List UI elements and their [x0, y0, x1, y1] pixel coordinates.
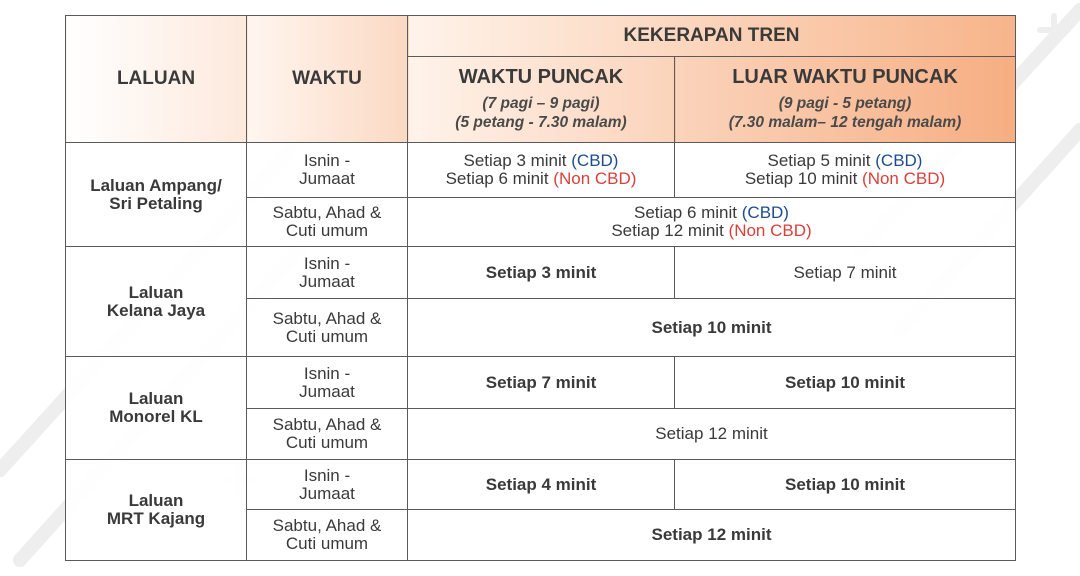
ampang-weekend-frequency	[408, 198, 1016, 247]
cbd-tag: (CBD)	[741, 203, 789, 222]
time-weekend	[247, 299, 408, 357]
route-ampang	[66, 143, 247, 247]
time-line: Isnin -	[303, 151, 351, 170]
non-cbd-tag: (Non CBD)	[862, 169, 946, 188]
header-peak	[408, 57, 675, 143]
frequency-line: Setiap 12 minit (Non CBD)	[611, 221, 812, 240]
time-line: Sabtu, Ahad &	[272, 415, 382, 434]
time-line: Jumaat	[299, 169, 355, 188]
ampang-offpeak-frequency	[675, 143, 1016, 198]
time-line: Isnin -	[303, 465, 351, 485]
time-line: Cuti umum	[285, 326, 369, 346]
route-mrt-kajang	[66, 460, 247, 561]
route-name-line: MRT Kajang	[106, 509, 206, 528]
route-name-line: Kelana Jaya	[106, 300, 206, 320]
route-name-line: Sri Petaling	[109, 193, 203, 213]
time-weekend	[247, 198, 408, 247]
peak-title: WAKTU PUNCAK	[458, 65, 624, 88]
cbd-tag: (CBD)	[571, 151, 619, 170]
frequency-line: Setiap 6 minit (CBD)	[634, 203, 789, 222]
non-cbd-tag: (Non CBD)	[728, 221, 812, 240]
route-name-line: Laluan	[128, 282, 184, 302]
time-line: Isnin -	[303, 363, 351, 383]
mrt-weekend-frequency: Setiap 12 minit	[408, 510, 1016, 561]
time-line: Sabtu, Ahad &	[272, 516, 382, 535]
cbd-tag: (CBD)	[875, 151, 923, 170]
route-kelana-jaya	[66, 247, 247, 357]
route-name-line: Laluan Ampang/	[90, 175, 222, 195]
offpeak-range-1: (9 pagi - 5 petang)	[778, 94, 912, 112]
frequency-line: Setiap 3 minit (CBD)	[463, 151, 619, 170]
time-line: Cuti umum	[285, 534, 369, 553]
route-monorel-kl	[66, 357, 247, 460]
route-name-line: Laluan	[128, 491, 184, 510]
kelana-weekend-frequency: Setiap 10 minit	[408, 299, 1016, 357]
route-name-line: Laluan	[128, 389, 184, 408]
kelana-offpeak-frequency: Setiap 7 minit	[675, 247, 1016, 299]
peak-range-2: (5 petang - 7.30 malam)	[455, 113, 627, 131]
time-line: Cuti umum	[285, 433, 369, 452]
ampang-peak-frequency	[408, 143, 675, 198]
time-line: Sabtu, Ahad &	[272, 308, 382, 328]
header-route: LALUAN	[66, 16, 247, 143]
train-frequency-table	[65, 15, 1016, 561]
monorel-offpeak-frequency: Setiap 10 minit	[675, 357, 1016, 409]
time-line: Cuti umum	[285, 221, 369, 240]
route-name-line: Monorel KL	[109, 407, 203, 426]
time-weekend	[247, 409, 408, 460]
mrt-peak-frequency: Setiap 4 minit	[408, 460, 675, 510]
time-line: Jumaat	[299, 271, 355, 291]
offpeak-range-2: (7.30 malam– 12 tengah malam)	[728, 113, 962, 131]
mrt-offpeak-frequency: Setiap 10 minit	[675, 460, 1016, 510]
time-weekday	[247, 357, 408, 409]
time-line: Sabtu, Ahad &	[272, 203, 382, 222]
time-weekday	[247, 247, 408, 299]
header-time: WAKTU	[247, 16, 408, 143]
peak-range-1: (7 pagi – 9 pagi)	[482, 94, 600, 112]
frequency-line: Setiap 5 minit (CBD)	[767, 151, 923, 170]
time-weekday	[247, 460, 408, 510]
time-weekday	[247, 143, 408, 198]
header-offpeak	[675, 57, 1016, 143]
frequency-line: Setiap 6 minit (Non CBD)	[445, 169, 637, 188]
time-line: Jumaat	[299, 483, 355, 503]
time-line: Isnin -	[303, 253, 351, 273]
kelana-peak-frequency: Setiap 3 minit	[408, 247, 675, 299]
time-line: Jumaat	[299, 381, 355, 401]
header-frequency: KEKERAPAN TREN	[408, 16, 1016, 57]
time-weekend	[247, 510, 408, 561]
monorel-peak-frequency: Setiap 7 minit	[408, 357, 675, 409]
monorel-weekend-frequency: Setiap 12 minit	[408, 409, 1016, 460]
non-cbd-tag: (Non CBD)	[553, 169, 637, 188]
offpeak-title: LUAR WAKTU PUNCAK	[732, 65, 958, 88]
frequency-line: Setiap 10 minit (Non CBD)	[744, 169, 946, 188]
